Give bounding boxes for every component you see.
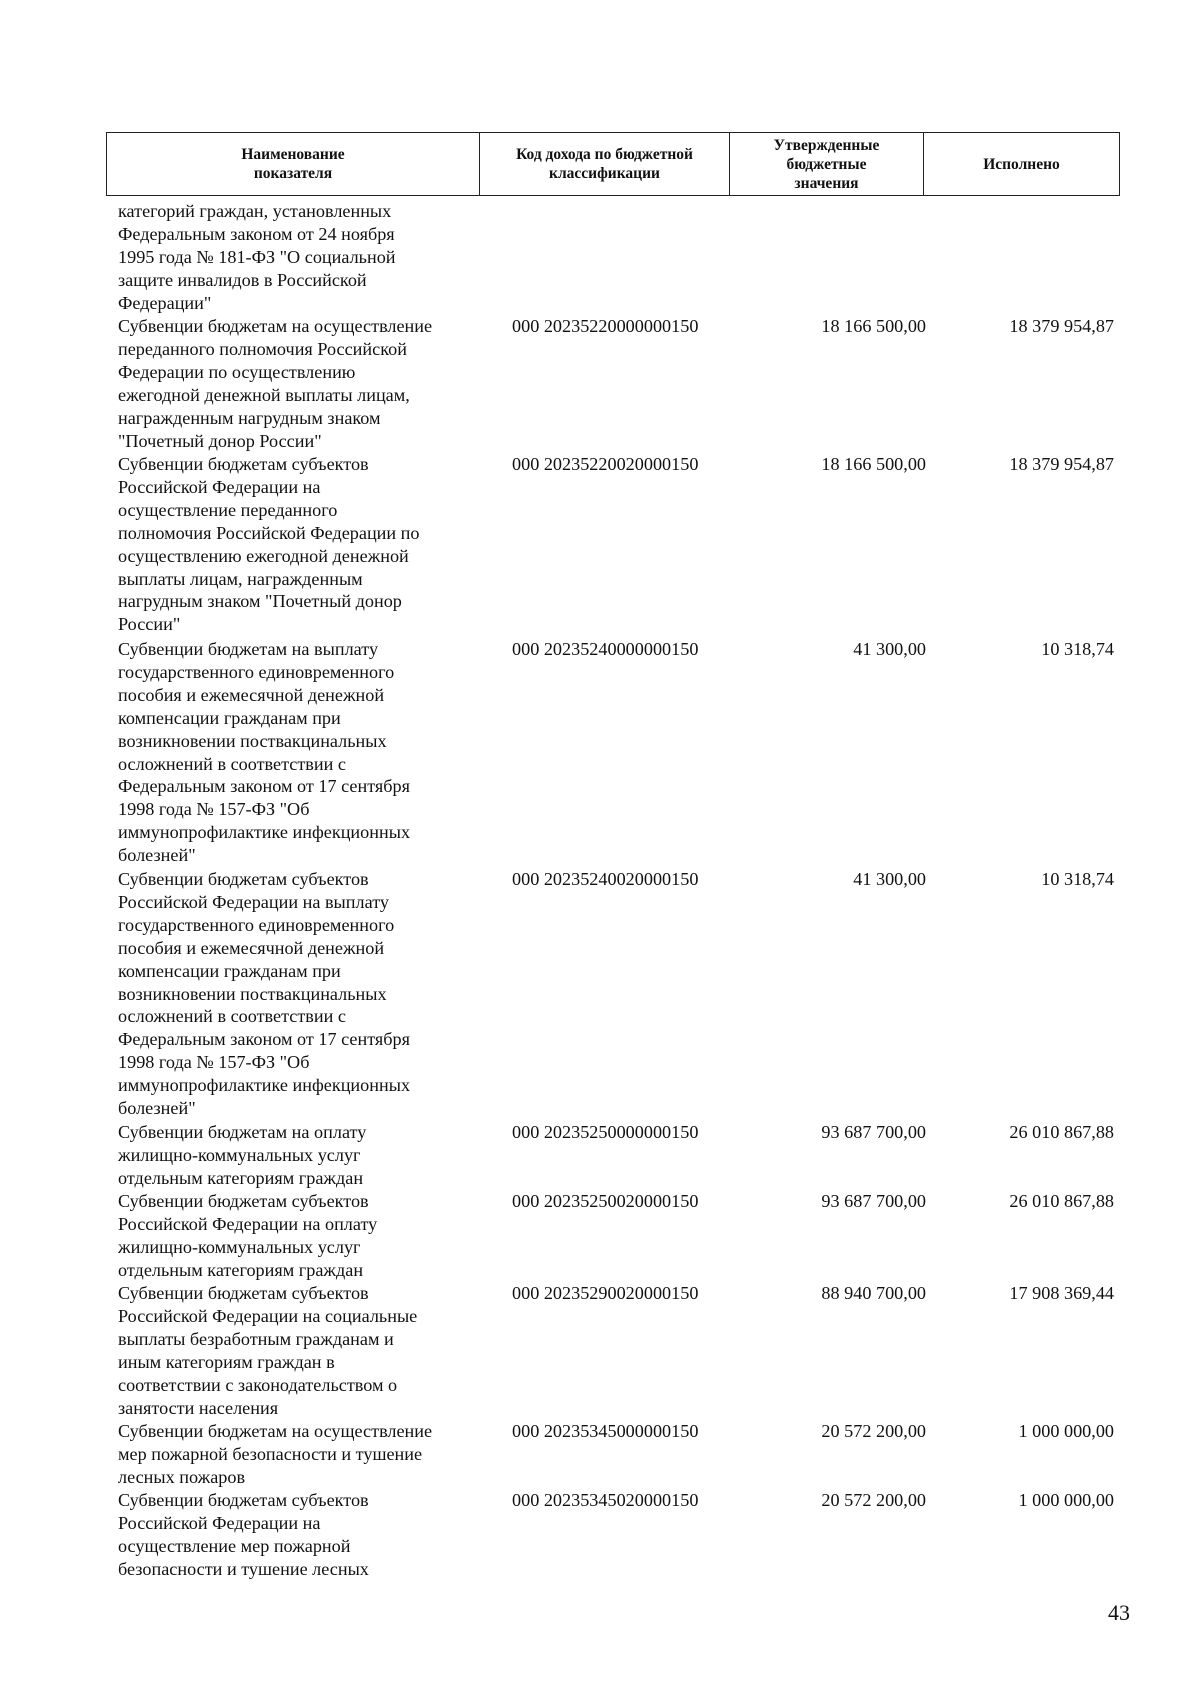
row-code: 000 20235250020000150	[512, 1191, 699, 1211]
row-executed: 18 379 954,87	[1009, 454, 1114, 474]
header-code: Код дохода по бюджетной классификации	[480, 133, 730, 195]
row-name: Субвенции бюджетам субъектов Российской Федерации на социальные выплаты безработным гражданам и иным категориям граждан в соответствии с законодательством о занятости населения	[118, 1283, 418, 1418]
header-name: Наименование показателя	[107, 133, 480, 195]
row-approved: 41 300,00	[853, 869, 926, 889]
header-executed: Исполнено	[983, 155, 1060, 173]
row-approved: 20 572 200,00	[821, 1490, 926, 1510]
row-executed: 18 379 954,87	[1009, 316, 1114, 336]
row-executed: 1 000 000,00	[1018, 1421, 1114, 1441]
row-approved: 88 940 700,00	[821, 1283, 926, 1303]
row-code: 000 20235250000000150	[512, 1122, 699, 1142]
row-name: категорий граждан, установленных Федеральным законом от 24 ноября 1995 года № 181-ФЗ "О социальной защите инвалидов в Российской Федерации"	[118, 201, 396, 313]
row-name: Субвенции бюджетам на оплату жилищно-коммунальных услуг отдельным категориям граждан	[118, 1122, 367, 1188]
row-approved: 18 166 500,00	[821, 316, 926, 336]
row-name: Субвенции бюджетам субъектов Российской Федерации на выплату государственного единовременного пособия и ежемесячной денежной компенсации гражданам при возникновении поствакцинальных осложнений в соответствии с Федеральным законом от 17 сентября 1998 года № 157-ФЗ "Об иммунопрофилактике инфекционных болезней"	[118, 869, 411, 1119]
row-code: 000 20235240000000150	[512, 639, 699, 659]
row-code: 000 20235220020000150	[512, 454, 699, 474]
row-name: Субвенции бюджетам субъектов Российской Федерации на осуществление мер пожарной безопасности и тушение лесных	[118, 1490, 369, 1579]
row-name: Субвенции бюджетам на осуществление переданного полномочия Российской Федерации по осуществлению ежегодной денежной выплаты лицам, награжденным нагрудным знаком "Почетный донор России"	[118, 316, 433, 451]
header-approved: Утвержденные бюджетные значения	[730, 133, 924, 195]
row-code: 000 20235240020000150	[512, 869, 699, 889]
row-code: 000 20235345000000150	[512, 1421, 699, 1441]
row-executed: 10 318,74	[1041, 639, 1114, 659]
row-approved: 20 572 200,00	[821, 1421, 926, 1441]
row-approved: 93 687 700,00	[821, 1191, 926, 1211]
row-executed: 26 010 867,88	[1009, 1191, 1114, 1211]
row-executed: 26 010 867,88	[1009, 1122, 1114, 1142]
row-executed: 17 908 369,44	[1009, 1283, 1114, 1303]
row-name: Субвенции бюджетам на выплату государственного единовременного пособия и ежемесячной денежной компенсации гражданам при возникновении поствакцинальных осложнений в соответствии с Федеральным законом от 17 сентября 1998 года № 157-ФЗ "Об иммунопрофилактике инфекционных болезней"	[118, 639, 411, 866]
row-code: 000 20235220000000150	[512, 316, 699, 336]
table-header	[106, 132, 1120, 196]
row-name: Субвенции бюджетам субъектов Российской Федерации на оплату жилищно-коммунальных услуг отдельным категориям граждан	[118, 1191, 378, 1280]
row-approved: 93 687 700,00	[821, 1122, 926, 1142]
row-name: Субвенции бюджетам на осуществление мер пожарной безопасности и тушение лесных пожаров	[118, 1421, 433, 1487]
row-approved: 41 300,00	[853, 639, 926, 659]
row-executed: 1 000 000,00	[1018, 1490, 1114, 1510]
row-name: Субвенции бюджетам субъектов Российской Федерации на осуществление переданного полномочия Российской Федерации по осуществлению ежегодной денежной выплаты лицам, награжденным нагрудным знаком "Почетный донор России"	[118, 454, 420, 635]
row-code: 000 20235290020000150	[512, 1283, 699, 1303]
row-approved: 18 166 500,00	[821, 454, 926, 474]
page-number: 43	[1108, 1600, 1130, 1625]
row-code: 000 20235345020000150	[512, 1490, 699, 1510]
row-executed: 10 318,74	[1041, 869, 1114, 889]
